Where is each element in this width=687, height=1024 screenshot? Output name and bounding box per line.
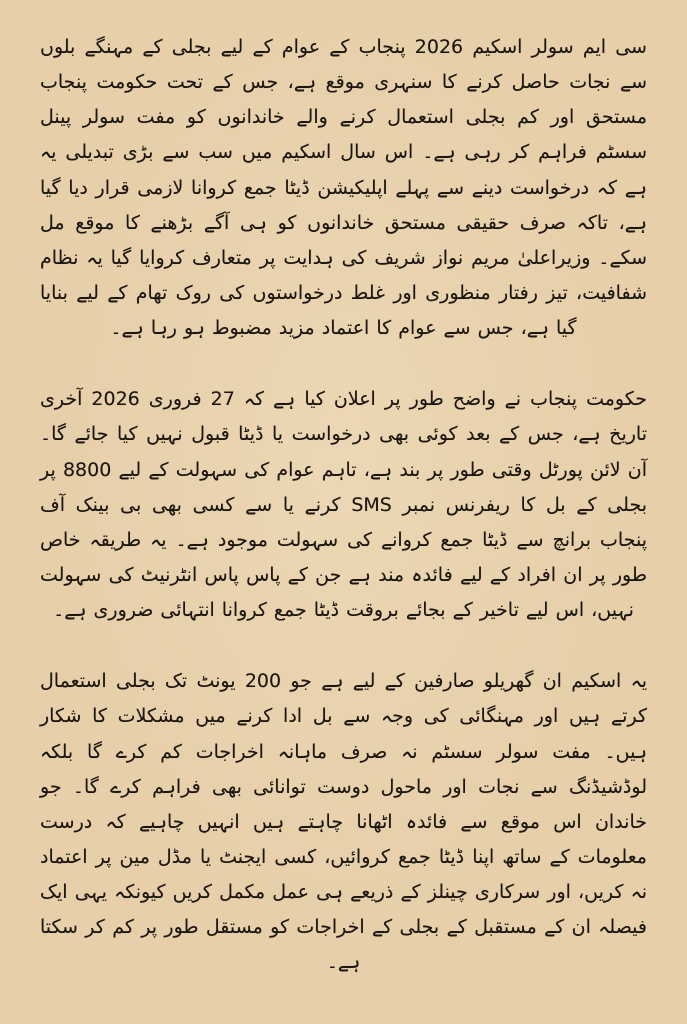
paragraph-deadline-info: حکومت پنجاب نے واضح طور پر اعلان کیا ہے کہ 27 فروری 2026 آخری تاریخ ہے، جس کے بعد کوئی بھی درخواست یا ڈیٹا قبول نہیں کیا جائے گا۔ آن لائن پورٹل وقتی طور پر بند ہے، تاہم عوام کی سہولت کے لیے 8800 پر بجلی کے بل کا ریفرنس نمبر SMS کرنے یا سے کسی بھی بی بینک آف پنجاب برانچ سے ڈیٹا جمع کروانے کی سہولت موجود ہے۔ یہ طریقہ خاص طور پر ان افراد کے لیے فائدہ مند ہے جن کے پاس پاس انٹرنیٹ کی سہولت نہیں، اس لیے تاخیر کے بجائے بروقت ڈیٹا جمع کروانا انتہائی ضروری ہے۔	[40, 388, 647, 622]
paragraph-scheme-intro: سی ایم سولر اسکیم 2026 پنجاب کے عوام کے لیے بجلی کے مہنگے بلوں سے نجات حاصل کرنے کا سنہری موقع ہے، جس کے تحت حکومت پنجاب مستحق اور کم بجلی استعمال کرنے والے خاندانوں کو مفت سولر پینل سسٹم فراہم کر رہی ہے۔ اس سال اسکیم میں سب سے بڑی تبدیلی یہ ہے کہ درخواست دینے سے پہلے اپلیکیشن ڈیٹا جمع کروانا لازمی قرار دیا گیا ہے، تاکہ صرف حقیقی مستحق خاندانوں کو ہی آگے بڑھنے کا موقع مل سکے۔ وزیراعلیٰ مریم نواز شریف کی ہدایت پر متعارف کروایا گیا یہ نظام شفافیت، تیز رفتار منظوری اور غلط درخواستوں کی روک تھام کے لیے بنایا گیا ہے، جس سے عوام کا اعتماد مزید مضبوط ہو رہا ہے۔	[40, 36, 647, 340]
paragraph-eligibility-advice: یہ اسکیم ان گھریلو صارفین کے لیے ہے جو 200 یونٹ تک بجلی استعمال کرتے ہیں اور مہنگائی کی وجہ سے بل ادا کرنے میں مشکلات کا شکار ہیں۔ مفت سولر سسٹم نہ صرف ماہانہ اخراجات کم کرے گا بلکہ لوڈشیڈنگ سے نجات اور ماحول دوست توانائی بھی فراہم کرے گا۔ جو خاندان اس موقع سے فائدہ اٹھانا چاہتے ہیں انہیں چاہیے کہ درست معلومات کے ساتھ اپنا ڈیٹا جمع کروائیں، کسی ایجنٹ یا مڈل مین پر اعتماد نہ کریں، اور سرکاری چینلز کے ذریعے ہی عمل مکمل کریں کیونکہ یہی ایک فیصلہ ان کے مستقبل کے بجلی کے اخراجات کو مستقل طور پر کم کر سکتا ہے۔	[40, 670, 648, 974]
